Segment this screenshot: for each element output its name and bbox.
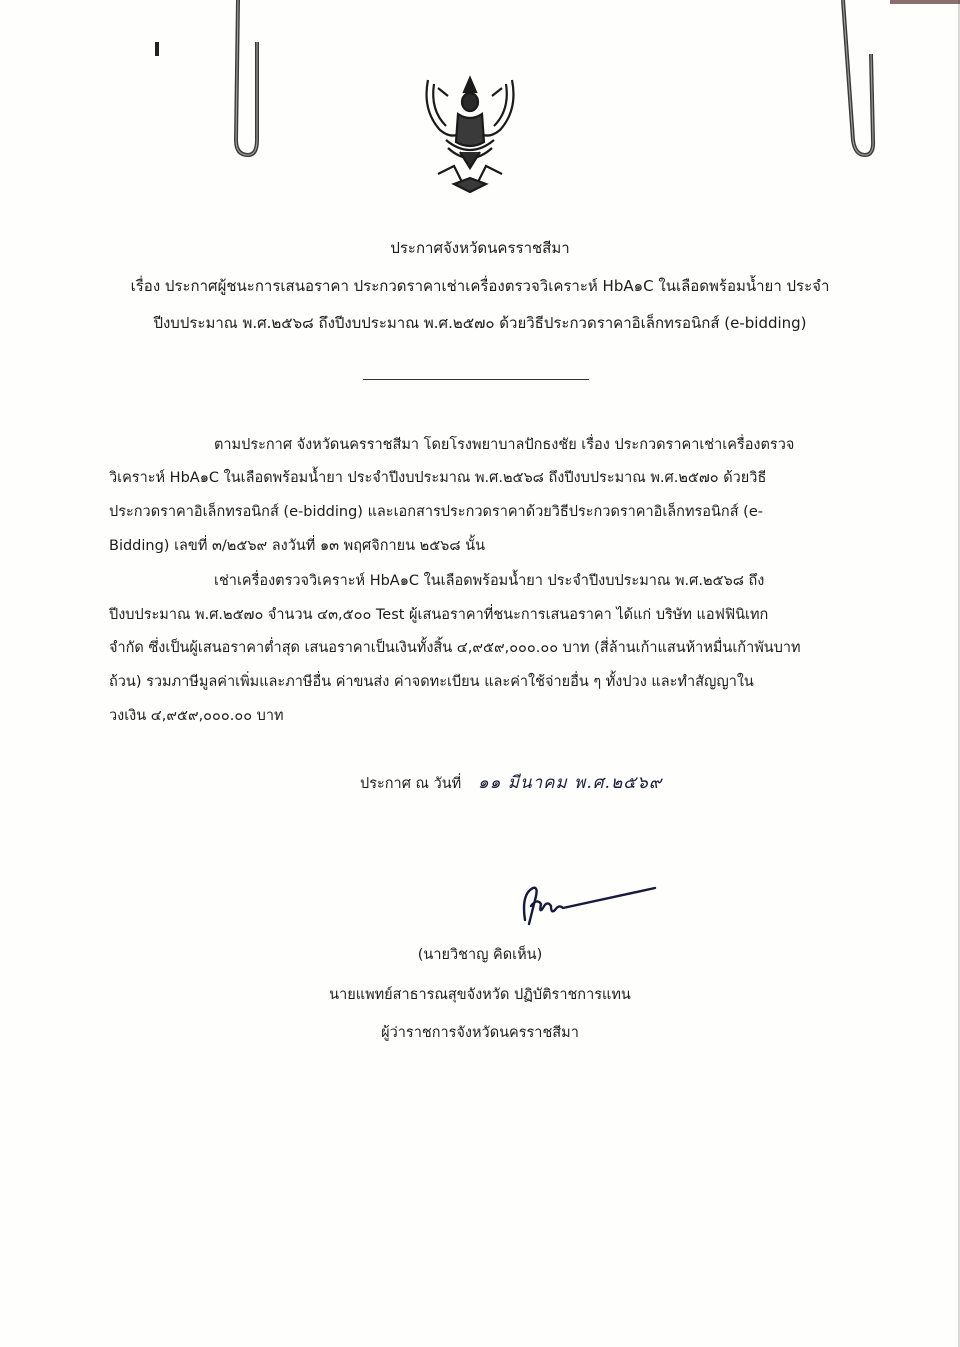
staple-mark <box>155 42 159 56</box>
document-title: ประกาศจังหวัดนครราชสีมา <box>390 239 570 257</box>
scan-shadow <box>890 0 960 4</box>
paragraph-1-line: Bidding) เลขที่ ๓/๒๕๖๙ ลงวันที่ ๑๓ พฤศจิกายน ๒๕๖๘ นั้น <box>109 538 486 554</box>
paragraph-2-line: จำกัด ซึ่งเป็นผู้เสนอราคาต่ำสุด เสนอราคาเป็นเงินทั้งสิ้น ๔,๙๕๙,๐๐๐.๐๐ บาท (สี่ล้านเก้าแสนห้าหมื่นเก้าพันบาท <box>109 640 801 656</box>
signatory-position: ผู้ว่าราชการจังหวัดนครราชสีมา <box>381 1025 579 1041</box>
paragraph-2-line: ปีงบประมาณ พ.ศ.๒๕๗๐ จำนวน ๔๓,๕๐๐ Test ผู้เสนอราคาที่ชนะการเสนอราคา ได้แก่ บริษัท แอฟฟินิเทก <box>109 607 769 623</box>
signature-mark <box>515 880 665 930</box>
announce-label: ประกาศ ณ วันที่ <box>360 776 462 792</box>
paragraph-2-line: เช่าเครื่องตรวจวิเคราะห์ HbA๑C ในเลือดพร้อมน้ำยา ประจำปีงบประมาณ พ.ศ.๒๕๖๘ ถึง <box>214 573 765 589</box>
handwritten-date: ๑๑ มีนาคม พ.ศ.๒๕๖๙ <box>477 773 663 793</box>
signatory-position: นายแพทย์สาธารณสุขจังหวัด ปฏิบัติราชการแทน <box>329 987 631 1003</box>
paragraph-1-line: วิเคราะห์ HbA๑C ในเลือดพร้อมน้ำยา ประจำปีงบประมาณ พ.ศ.๒๕๖๘ ถึงปีงบประมาณ พ.ศ.๒๕๗๐ ด้วยวิธี <box>109 470 767 486</box>
paragraph-1-line: ตามประกาศ จังหวัดนครราชสีมา โดยโรงพยาบาลปักธงชัย เรื่อง ประกวดราคาเช่าเครื่องตรวจ <box>214 437 795 453</box>
subject-line-1: เรื่อง ประกาศผู้ชนะการเสนอราคา ประกวดราคาเช่าเครื่องตรวจวิเคราะห์ HbA๑C ในเลือดพร้อมน้ำยา ประจำ <box>130 277 830 295</box>
garuda-emblem-icon <box>418 70 522 196</box>
paper-clip-icon <box>210 0 260 160</box>
subject-line-2: ปีงบประมาณ พ.ศ.๒๕๖๘ ถึงปีงบประมาณ พ.ศ.๒๕๗๐ ด้วยวิธีประกวดราคาอิเล็กทรอนิกส์ (e-bidding) <box>153 314 807 332</box>
paragraph-1-line: ประกวดราคาอิเล็กทรอนิกส์ (e-bidding) และเอกสารประกวดราคาด้วยวิธีประกวดราคาอิเล็กทรอนิกส์ (e- <box>109 504 763 520</box>
paper-clip-icon <box>835 0 885 160</box>
divider-line <box>363 379 589 380</box>
paragraph-2-line: ถ้วน) รวมภาษีมูลค่าเพิ่มและภาษีอื่น ค่าขนส่ง ค่าจดทะเบียน และค่าใช้จ่ายอื่น ๆ ทั้งปวง และทำสัญญาใน <box>109 674 754 690</box>
announce-date-row <box>360 769 662 796</box>
signatory-name: (นายวิชาญ คิดเห็น) <box>417 947 543 963</box>
paragraph-2-line: วงเงิน ๔,๙๕๙,๐๐๐.๐๐ บาท <box>109 708 284 724</box>
